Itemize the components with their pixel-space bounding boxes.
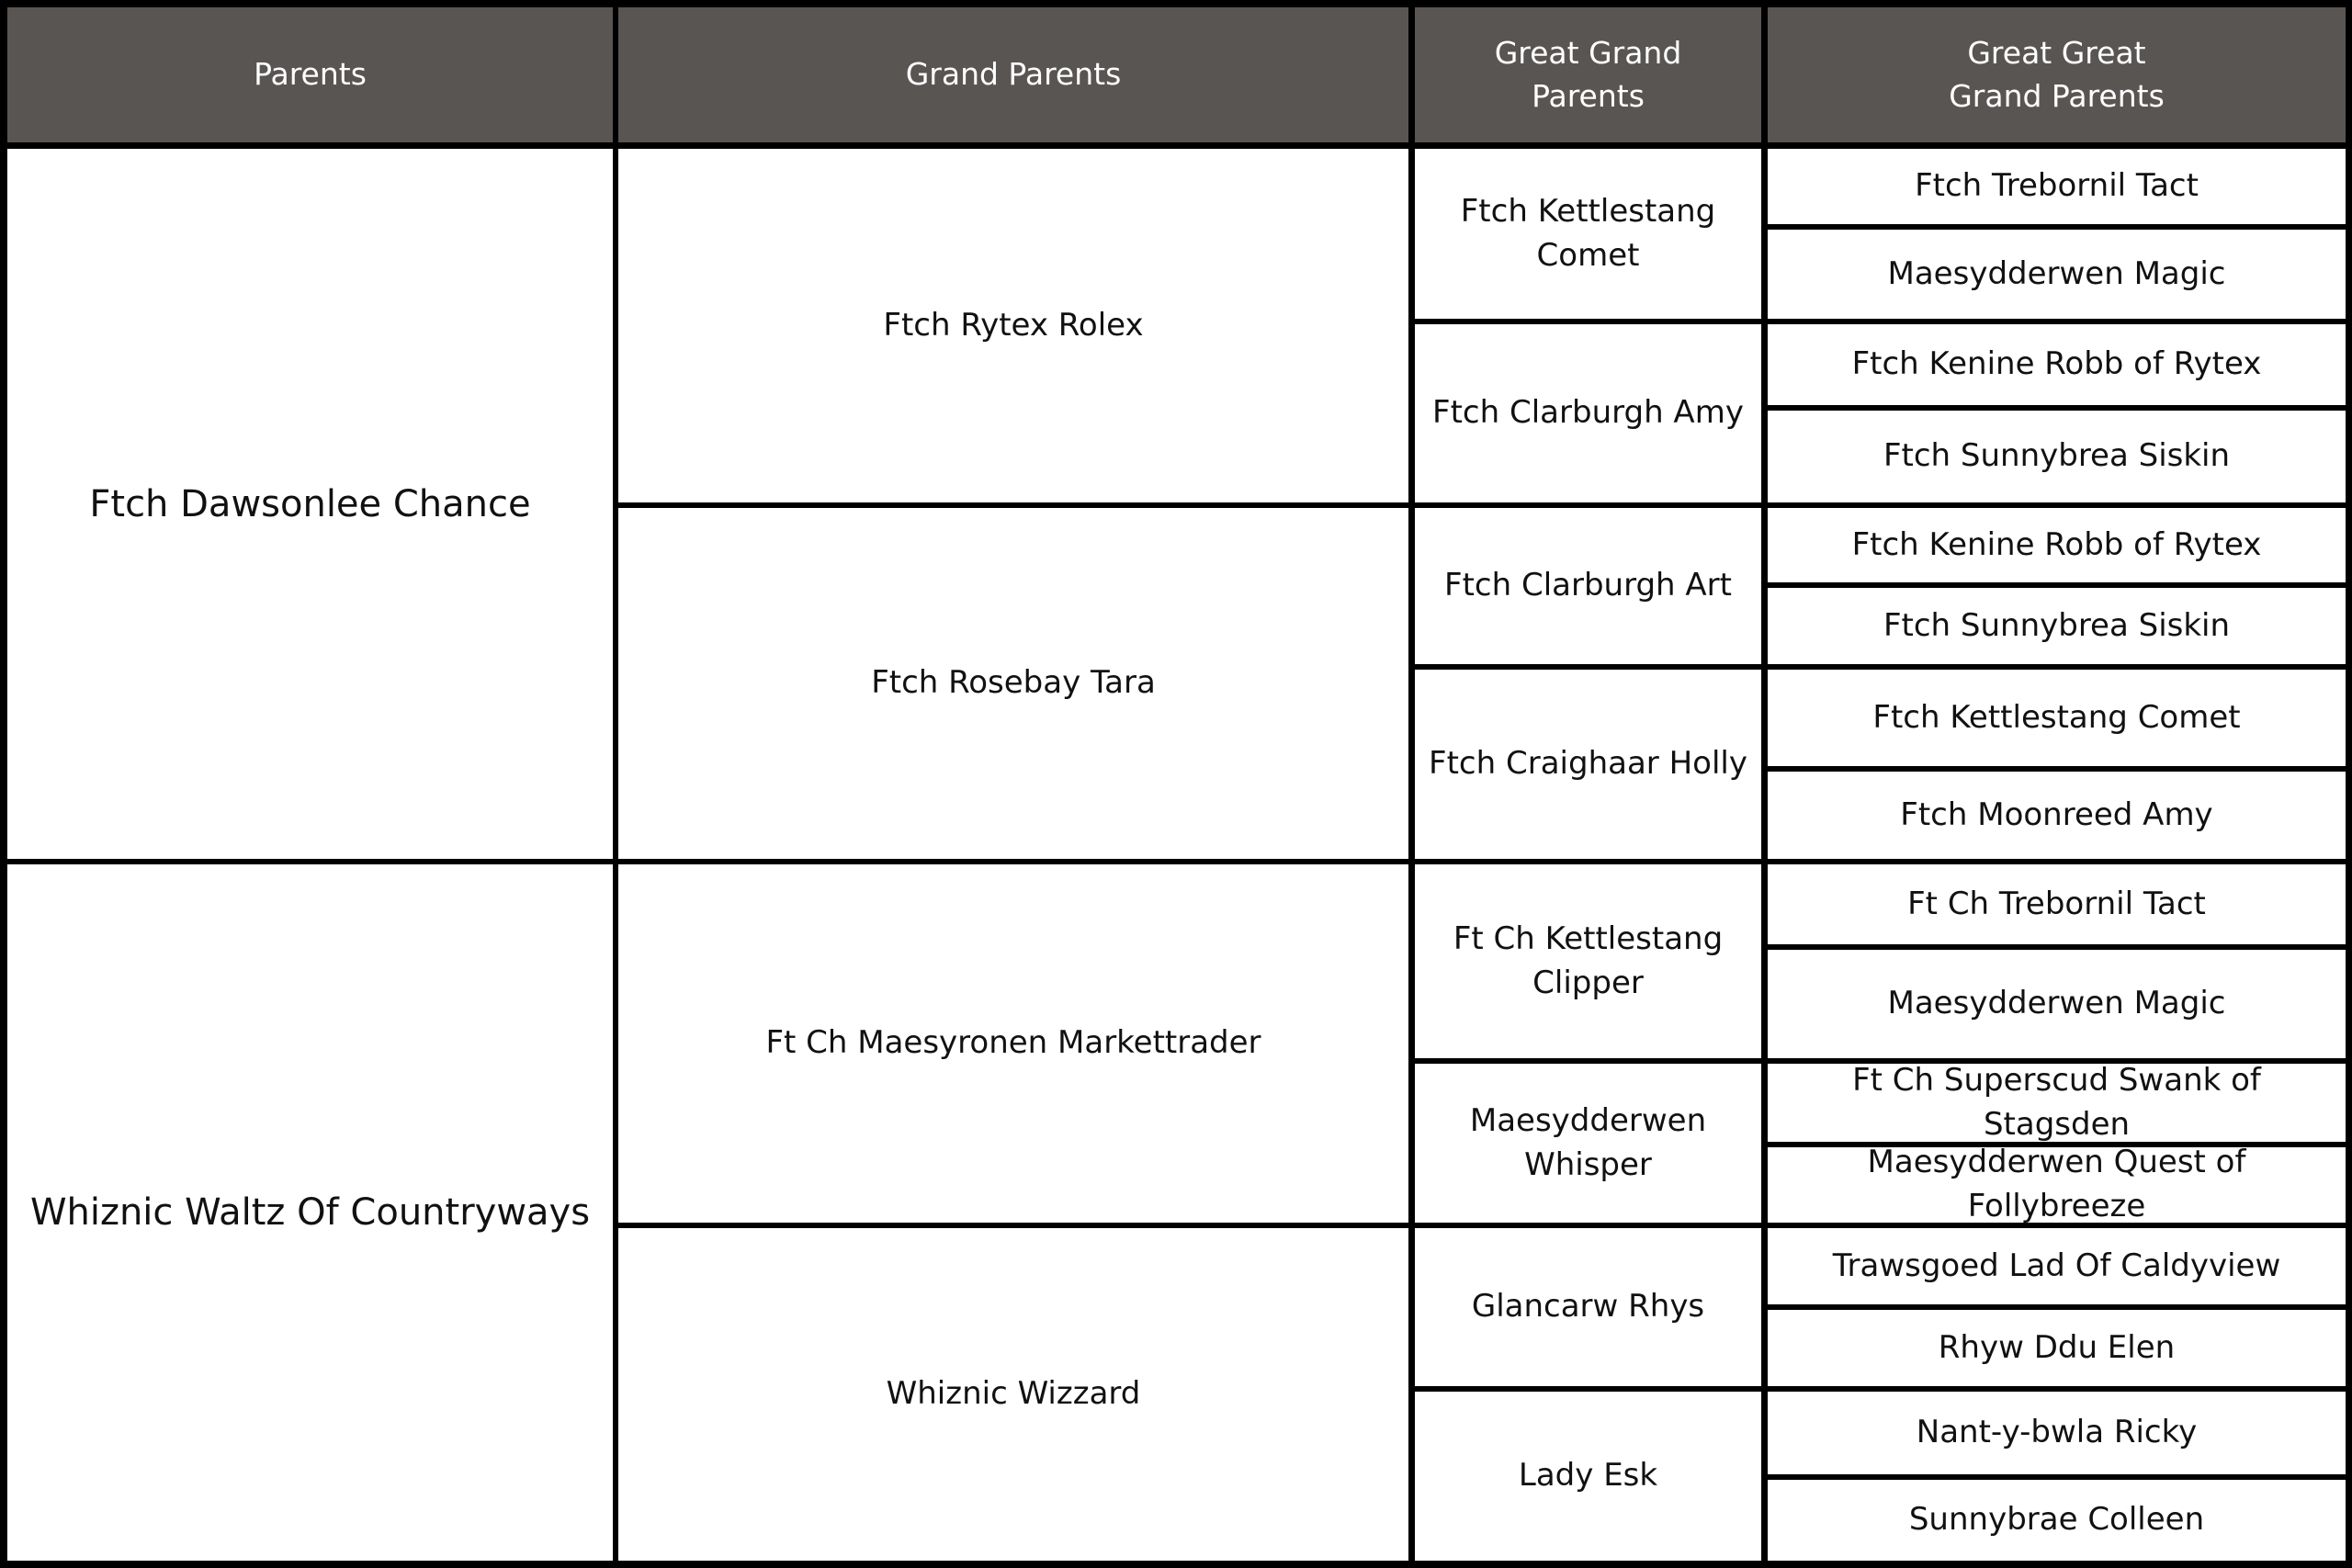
great-grand-parent-cell: Glancarw Rhys: [1415, 1228, 1761, 1386]
great-great-grand-parent-cell: Ftch Kenine Robb of Rytex: [1768, 508, 2346, 582]
header-parents: Parents: [7, 7, 613, 142]
great-great-grand-parent-cell: Ftch Sunnybrea Siskin: [1768, 588, 2346, 664]
grand-parent-cell: Ftch Rosebay Tara: [618, 508, 1408, 859]
great-great-grand-parent-cell: Ftch Trebornil Tact: [1768, 149, 2346, 224]
grand-parent-cell: Ftch Rytex Rolex: [618, 149, 1408, 502]
grand-parent-cell: Whiznic Wizzard: [618, 1228, 1408, 1561]
header-great-grand-parents: Great Grand Parents: [1415, 7, 1761, 142]
great-grand-parent-cell: Ftch Craighaar Holly: [1415, 670, 1761, 859]
great-grand-parent-cell: Lady Esk: [1415, 1392, 1761, 1561]
great-great-grand-parent-cell: Ft Ch Superscud Swank of Stagsden: [1768, 1064, 2346, 1142]
great-grand-parent-cell: Ftch Kettlestang Comet: [1415, 149, 1761, 319]
great-great-grand-parent-cell: Maesydderwen Quest of Follybreeze: [1768, 1147, 2346, 1223]
header-great-great-grand-parents: Great Great Grand Parents: [1768, 7, 2346, 142]
great-great-grand-parent-cell: Ftch Sunnybrea Siskin: [1768, 411, 2346, 502]
great-great-grand-parent-cell: Rhyw Ddu Elen: [1768, 1310, 2346, 1386]
great-great-grand-parent-cell: Maesydderwen Magic: [1768, 230, 2346, 319]
parent-cell: Whiznic Waltz Of Countryways: [7, 864, 613, 1561]
great-grand-parent-cell: Ftch Clarburgh Amy: [1415, 324, 1761, 502]
grand-parent-cell: Ft Ch Maesyronen Markettrader: [618, 864, 1408, 1223]
great-grand-parent-cell: Ftch Clarburgh Art: [1415, 508, 1761, 664]
great-great-grand-parent-cell: Ftch Kettlestang Comet: [1768, 670, 2346, 766]
parent-cell: Ftch Dawsonlee Chance: [7, 149, 613, 859]
great-great-grand-parent-cell: Ftch Moonreed Amy: [1768, 772, 2346, 859]
great-great-grand-parent-cell: Ftch Kenine Robb of Rytex: [1768, 324, 2346, 405]
header-grand-parents: Grand Parents: [618, 7, 1408, 142]
great-great-grand-parent-cell: Ft Ch Trebornil Tact: [1768, 864, 2346, 944]
great-great-grand-parent-cell: Sunnybrae Colleen: [1768, 1480, 2346, 1561]
great-great-grand-parent-cell: Trawsgoed Lad Of Caldyview: [1768, 1228, 2346, 1304]
great-great-grand-parent-cell: Nant-y-bwla Ricky: [1768, 1392, 2346, 1474]
great-great-grand-parent-cell: Maesydderwen Magic: [1768, 950, 2346, 1058]
great-grand-parent-cell: Ft Ch Kettlestang Clipper: [1415, 864, 1761, 1058]
great-grand-parent-cell: Maesydderwen Whisper: [1415, 1064, 1761, 1223]
